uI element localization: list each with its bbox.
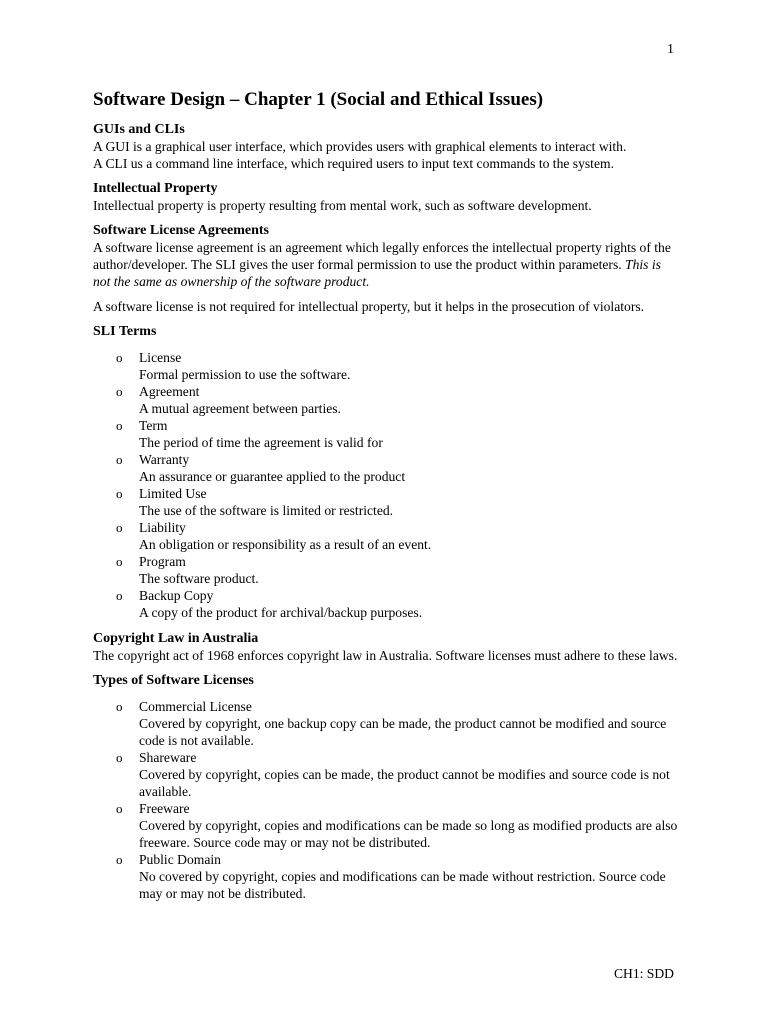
page-number: 1 <box>667 42 674 57</box>
section-sli-terms <box>93 323 678 621</box>
list-item <box>93 749 678 800</box>
term-description: Covered by copyright, copies can be made, the product cannot be modifies and source code is not available. <box>139 767 670 799</box>
list-item <box>93 851 678 902</box>
term-name: License <box>139 350 182 365</box>
bullet-icon: o <box>116 750 123 765</box>
section-license-types <box>93 672 678 902</box>
term-name: Warranty <box>139 452 190 467</box>
list-item <box>93 553 678 587</box>
term-name: Shareware <box>139 750 197 765</box>
paragraph-text: A software license agreement is an agreement which legally enforces the intellectual property rights of the author/developer. The SLI gives the user formal permission to use the product within parameters. <box>93 240 671 272</box>
paragraph: Intellectual property is property resulting from mental work, such as software development. <box>93 198 592 213</box>
list-item <box>93 698 678 749</box>
term-description: A copy of the product for archival/backup purposes. <box>139 605 423 620</box>
section-heading: GUIs and CLIs <box>93 122 185 137</box>
term-description: No covered by copyright, copies and modifications can be made without restriction. Source code may or may not be distributed. <box>139 869 666 901</box>
paragraph: The copyright act of 1968 enforces copyright law in Australia. Software licenses must adhere to these laws. <box>93 648 678 663</box>
term-description: The period of time the agreement is valid for <box>139 435 383 450</box>
bullet-icon: o <box>116 588 123 603</box>
bullet-icon: o <box>116 554 123 569</box>
list-item <box>93 800 678 851</box>
bullet-icon: o <box>116 384 123 399</box>
term-description: Covered by copyright, one backup copy can be made, the product cannot be modified and source code is not available. <box>139 716 667 748</box>
section-guis <box>93 121 678 172</box>
page-footer: CH1: SDD <box>613 966 674 981</box>
paragraph: A GUI is a graphical user interface, which provides users with graphical elements to interact with. <box>93 139 627 154</box>
list-item <box>93 519 678 553</box>
term-name: Term <box>139 418 168 433</box>
list-item <box>93 417 678 451</box>
bullet-icon: o <box>116 801 123 816</box>
section-heading: Software License Agreements <box>93 223 269 238</box>
term-name: Agreement <box>139 384 200 399</box>
section-intellectual-property <box>93 180 678 214</box>
list-item <box>93 383 678 417</box>
term-name: Backup Copy <box>139 588 214 603</box>
list-item <box>93 349 678 383</box>
term-name: Commercial License <box>139 699 252 714</box>
term-description: An assurance or guarantee applied to the product <box>139 469 406 484</box>
term-description: The software product. <box>139 571 259 586</box>
license-types-list <box>93 698 678 902</box>
bullet-icon: o <box>116 520 123 535</box>
term-description: A mutual agreement between parties. <box>139 401 341 416</box>
term-name: Program <box>139 554 186 569</box>
list-item <box>93 451 678 485</box>
term-name: Liability <box>139 520 186 535</box>
section-copyright-law <box>93 630 678 664</box>
section-heading: SLI Terms <box>93 324 157 339</box>
paragraph: A software license is not required for intellectual property, but it helps in the prosecution of violators. <box>93 299 645 314</box>
bullet-icon: o <box>116 452 123 467</box>
section-heading: Types of Software Licenses <box>93 673 254 688</box>
paragraph <box>93 239 678 290</box>
list-item <box>93 587 678 621</box>
bullet-icon: o <box>116 852 123 867</box>
list-item <box>93 485 678 519</box>
bullet-icon: o <box>116 418 123 433</box>
paragraph: A CLI us a command line interface, which required users to input text commands to the system. <box>93 156 614 171</box>
bullet-icon: o <box>116 350 123 365</box>
sli-terms-list <box>93 349 678 621</box>
italic-note: This is not the same as ownership of the software product. <box>93 257 661 289</box>
term-description: Covered by copyright, copies and modifications can be made so long as modified products are also freeware. Source code may or may not be distributed. <box>139 818 678 850</box>
bullet-icon: o <box>116 699 123 714</box>
document-body <box>93 89 678 911</box>
term-name: Public Domain <box>139 852 221 867</box>
term-name: Limited Use <box>139 486 207 501</box>
term-name: Freeware <box>139 801 190 816</box>
term-description: Formal permission to use the software. <box>139 367 351 382</box>
section-heading: Copyright Law in Australia <box>93 631 259 646</box>
page-title: Software Design – Chapter 1 (Social and Ethical Issues) <box>93 89 544 110</box>
section-software-license-agreements <box>93 222 678 315</box>
term-description: The use of the software is limited or restricted. <box>139 503 394 518</box>
bullet-icon: o <box>116 486 123 501</box>
section-heading: Intellectual Property <box>93 181 218 196</box>
term-description: An obligation or responsibility as a result of an event. <box>139 537 432 552</box>
